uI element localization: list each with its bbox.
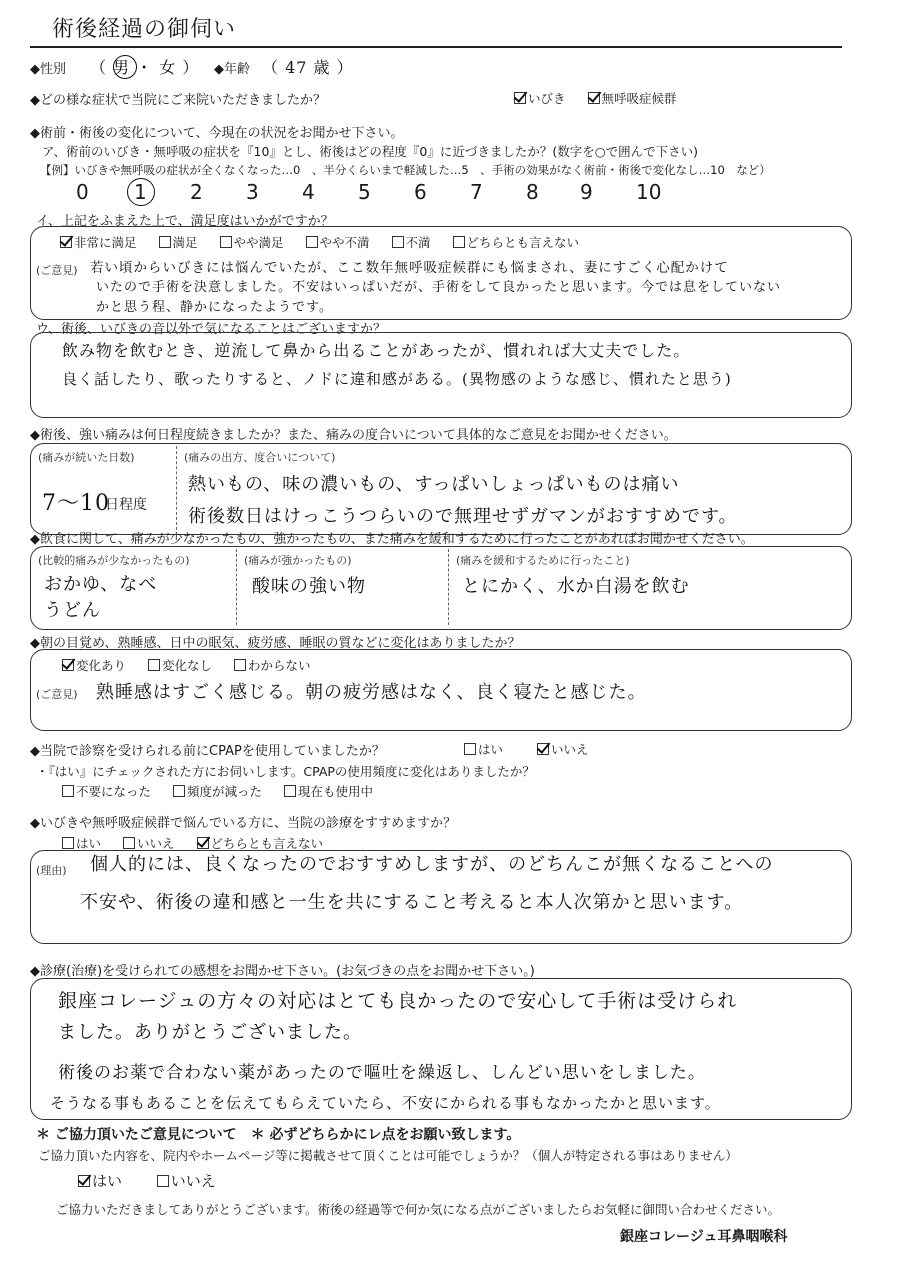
q4-answer-line-2: 良く話したり、歌ったりすると、ノドに違和感がある。(異物感のような感じ、慣れたと思う) xyxy=(62,370,732,388)
q9-option-yes[interactable]: はい xyxy=(62,836,101,851)
q5-days-label: (痛みが続いた日数) xyxy=(38,451,135,464)
q3-opinion-label: (ご意見) xyxy=(36,264,78,277)
checkbox-checked[interactable] xyxy=(197,837,209,849)
title-underline xyxy=(30,46,842,48)
checkbox[interactable] xyxy=(453,236,465,248)
q8-option-yes[interactable]: はい xyxy=(464,742,503,757)
checkbox[interactable] xyxy=(62,785,74,797)
q5-degree-line-2: 術後数日はけっこうつらいので無理せずガマンがおすすめです。 xyxy=(188,506,738,527)
q8-options xyxy=(464,740,607,758)
scale-selected-circle xyxy=(127,178,155,206)
checkbox-checked[interactable] xyxy=(514,92,526,104)
checkbox[interactable] xyxy=(464,743,476,755)
checkbox[interactable] xyxy=(306,236,318,248)
q7-option-changed[interactable]: 変化あり xyxy=(62,658,126,673)
gender-label: ◆性別 xyxy=(30,62,66,77)
checkbox[interactable] xyxy=(159,236,171,248)
scale-9[interactable]: 9 xyxy=(580,180,593,204)
q8-sub-option-still-using[interactable]: 現在も使用中 xyxy=(284,784,373,799)
checkbox-checked[interactable] xyxy=(62,659,74,671)
q6-col2-value: 酸味の強い物 xyxy=(252,576,366,597)
q1-options xyxy=(514,89,695,107)
q3-question: イ、上記をふまえた上で、満足度はいかがですか？ xyxy=(36,214,334,229)
q5-question: ◆術後、強い痛みは何日程度続きましたか？また、痛みの度合いについて具体的なご意見をお聞かせください。 xyxy=(30,428,677,443)
q9-question: ◆いびきや無呼吸症候群で悩んでいる方に、当院の診療をすすめますか？ xyxy=(30,816,457,831)
q8-sub-option-unneeded[interactable]: 不要になった xyxy=(62,784,151,799)
scale-1[interactable]: 1 xyxy=(134,180,147,204)
checkbox-checked[interactable] xyxy=(60,236,72,248)
q2-sub-a: ア、術前のいびき・無呼吸の症状を『10』とし、術後はどの程度『0』に近づきましたか？(数字を○で囲んで下さい) xyxy=(42,144,699,159)
consent-option-yes[interactable]: はい xyxy=(78,1172,122,1190)
q7-question: ◆朝の目覚め、熟睡感、日中の眠気、疲労感、睡眠の質などに変化はありましたか？ xyxy=(30,636,521,651)
q10-answer-line-3: 術後のお薬で合わない薬があったので嘔吐を繰返し、しんどい思いをしました。 xyxy=(58,1063,706,1083)
age-value: （ 47 歳 ） xyxy=(262,58,354,77)
q9-option-neither[interactable]: どちらとも言えない xyxy=(197,836,324,851)
q7-option-unknown[interactable]: わからない xyxy=(234,658,311,673)
checkbox[interactable] xyxy=(392,236,404,248)
checkbox[interactable] xyxy=(220,236,232,248)
q5-degree-line-1: 熱いもの、味の濃いもの、すっぱいしょっぱいものは痛い xyxy=(188,474,680,495)
q10-answer-line-4: そうなる事もあることを伝えてもらえていたら、不安にかられる事もなかったかと思います。 xyxy=(50,1094,721,1112)
q6-col2-label: (痛みが強かったもの) xyxy=(244,554,352,567)
consent-option-no[interactable]: いいえ xyxy=(157,1172,216,1190)
q3-option-somewhat-satisfied[interactable]: やや満足 xyxy=(220,235,284,250)
q10-answer-line-1: 銀座コレージュの方々の対応はとても良かったので安心して手術は受けられ xyxy=(58,990,738,1012)
q5-divider xyxy=(176,446,177,530)
scale-10[interactable]: 10 xyxy=(636,180,662,204)
checkbox[interactable] xyxy=(284,785,296,797)
page-title: 術後経過の御伺い xyxy=(52,17,237,42)
checkbox[interactable] xyxy=(123,837,135,849)
q7-option-no-change[interactable]: 変化なし xyxy=(148,658,212,673)
q5-degree-label: (痛みの出方、度合いについて) xyxy=(184,451,336,464)
q8-sub-question: ・『はい』にチェックされた方にお伺いします。CPAPの使用頻度に変化はありましたか？ xyxy=(36,764,535,779)
q6-col1-label: (比較的痛みが少なかったもの) xyxy=(38,554,190,567)
checkbox-checked[interactable] xyxy=(78,1175,90,1187)
q3-option-very-satisfied[interactable]: 非常に満足 xyxy=(60,235,137,250)
q8-sub-option-reduced[interactable]: 頻度が減った xyxy=(173,784,262,799)
q1-question: ◆どの様な症状で当院にご来院いただきましたか？ xyxy=(30,93,326,108)
q1-option-snoring[interactable]: いびき xyxy=(514,91,566,106)
q2-example: 【例】いびきや無呼吸の症状が全くなくなった…0 、半分くらいまで軽減した…5 、手術の効果がなく術前・術後で変化なし…10 など） xyxy=(40,163,771,177)
q6-col1-line-1: おかゆ、なべ xyxy=(44,574,158,595)
checkbox-checked[interactable] xyxy=(537,743,549,755)
scale-3[interactable]: 3 xyxy=(246,180,259,204)
q2-question: ◆術前・術後の変化について、今現在の状況をお聞かせ下さい。 xyxy=(30,126,404,141)
q10-question: ◆診療(治療)を受けられての感想をお聞かせ下さい。(お気づきの点をお聞かせ下さい。) xyxy=(30,964,535,979)
q6-divider-1 xyxy=(236,549,237,625)
q8-option-no[interactable]: いいえ xyxy=(537,742,589,757)
q3-option-satisfied[interactable]: 満足 xyxy=(159,235,198,250)
q3-answer-line-3: かと思う程、静かになったようです。 xyxy=(96,300,333,315)
checkbox-checked[interactable] xyxy=(588,92,600,104)
q5-days-value: 7〜10 xyxy=(42,491,110,516)
q5-days-suffix: 日程度 xyxy=(105,497,147,513)
q10-answer-line-2: ました。ありがとうございました。 xyxy=(58,1022,362,1043)
consent-question: ご協力頂いた内容を、院内やホームページ等に掲載させて頂くことは可能でしょうか？（個人が特定される事はありません） xyxy=(38,1148,738,1163)
q9-reason-label: (理由) xyxy=(36,864,67,877)
q3-option-neither[interactable]: どちらとも言えない xyxy=(453,235,580,250)
gender-circle xyxy=(113,55,137,79)
footer-clinic-name: 銀座コレージュ耳鼻咽喉科 xyxy=(620,1229,788,1245)
scale-0[interactable]: 0 xyxy=(76,180,89,204)
q3-answer-line-2: いたので手術を決意しました。不安はいっぱいだが、手術をして良かったと思います。今では息をしていない xyxy=(96,280,781,295)
q7-opinion-label: (ご意見) xyxy=(36,688,78,701)
q3-option-dissatisfied[interactable]: 不満 xyxy=(392,235,431,250)
scale-2[interactable]: 2 xyxy=(190,180,203,204)
q6-divider-2 xyxy=(448,549,449,625)
q7-answer: 熟睡感はすごく感じる。朝の疲労感はなく、良く寝たと感じた。 xyxy=(96,682,647,703)
checkbox[interactable] xyxy=(157,1175,169,1187)
q6-col3-label: (痛みを緩和するために行ったこと) xyxy=(456,554,630,567)
q8-sub-options xyxy=(62,782,391,800)
q7-options xyxy=(62,656,329,674)
q1-option-apnea[interactable]: 無呼吸症候群 xyxy=(588,91,677,106)
checkbox[interactable] xyxy=(148,659,160,671)
q9-answer-line-2: 不安や、術後の違和感と一生を共にすること考えると本人次第かと思います。 xyxy=(80,892,744,913)
consent-options xyxy=(78,1170,234,1191)
checkbox[interactable] xyxy=(62,837,74,849)
scale-7[interactable]: 7 xyxy=(470,180,483,204)
q4-question: ウ、術後、いびきの音以外で気になることはございますか？ xyxy=(36,322,386,337)
scale-8[interactable]: 8 xyxy=(526,180,539,204)
q3-options xyxy=(60,233,597,251)
age-label: ◆年齢 xyxy=(214,62,250,77)
gender-value: （ 男 ・ 女 ） xyxy=(90,58,200,77)
checkbox[interactable] xyxy=(234,659,246,671)
q3-option-somewhat-dissatisfied[interactable]: やや不満 xyxy=(306,235,370,250)
q9-answer-line-1: 個人的には、良くなったのでおすすめしますが、のどちんこが無くなることへの xyxy=(90,854,774,875)
scale-5[interactable]: 5 xyxy=(358,180,371,204)
checkbox[interactable] xyxy=(173,785,185,797)
q3-answer-line-1: 若い頃からいびきには悩んでいたが、ここ数年無呼吸症候群にも悩まされ、妻にすごく心配かけて xyxy=(90,260,729,276)
footer-thanks: ご協力いただきましてありがとうございます。術後の経過等で何か気になる点がございましたらお気軽に御問い合わせください。 xyxy=(56,1202,781,1217)
consent-heading: ＊ ご協力頂いたご意見について ＊ 必ずどちらかにレ点をお願い致します。 xyxy=(36,1127,521,1143)
q6-col3-value: とにかく、水か白湯を飲む xyxy=(462,576,690,597)
scale-6[interactable]: 6 xyxy=(414,180,427,204)
q9-option-no[interactable]: いいえ xyxy=(123,836,175,851)
scale-4[interactable]: 4 xyxy=(302,180,315,204)
q8-question: ◆当院で診察を受けられる前にCPAPを使用していましたか？ xyxy=(30,744,385,759)
q6-col1-line-2: うどん xyxy=(44,600,101,621)
q6-question: ◆飲食に関して、痛みが少なかったもの、強かったもの、また痛みを緩和するために行ったことがあればお聞かせください。 xyxy=(30,532,754,547)
q4-answer-line-1: 飲み物を飲むとき、逆流して鼻から出ることがあったが、慣れれば大丈夫でした。 xyxy=(62,341,691,360)
